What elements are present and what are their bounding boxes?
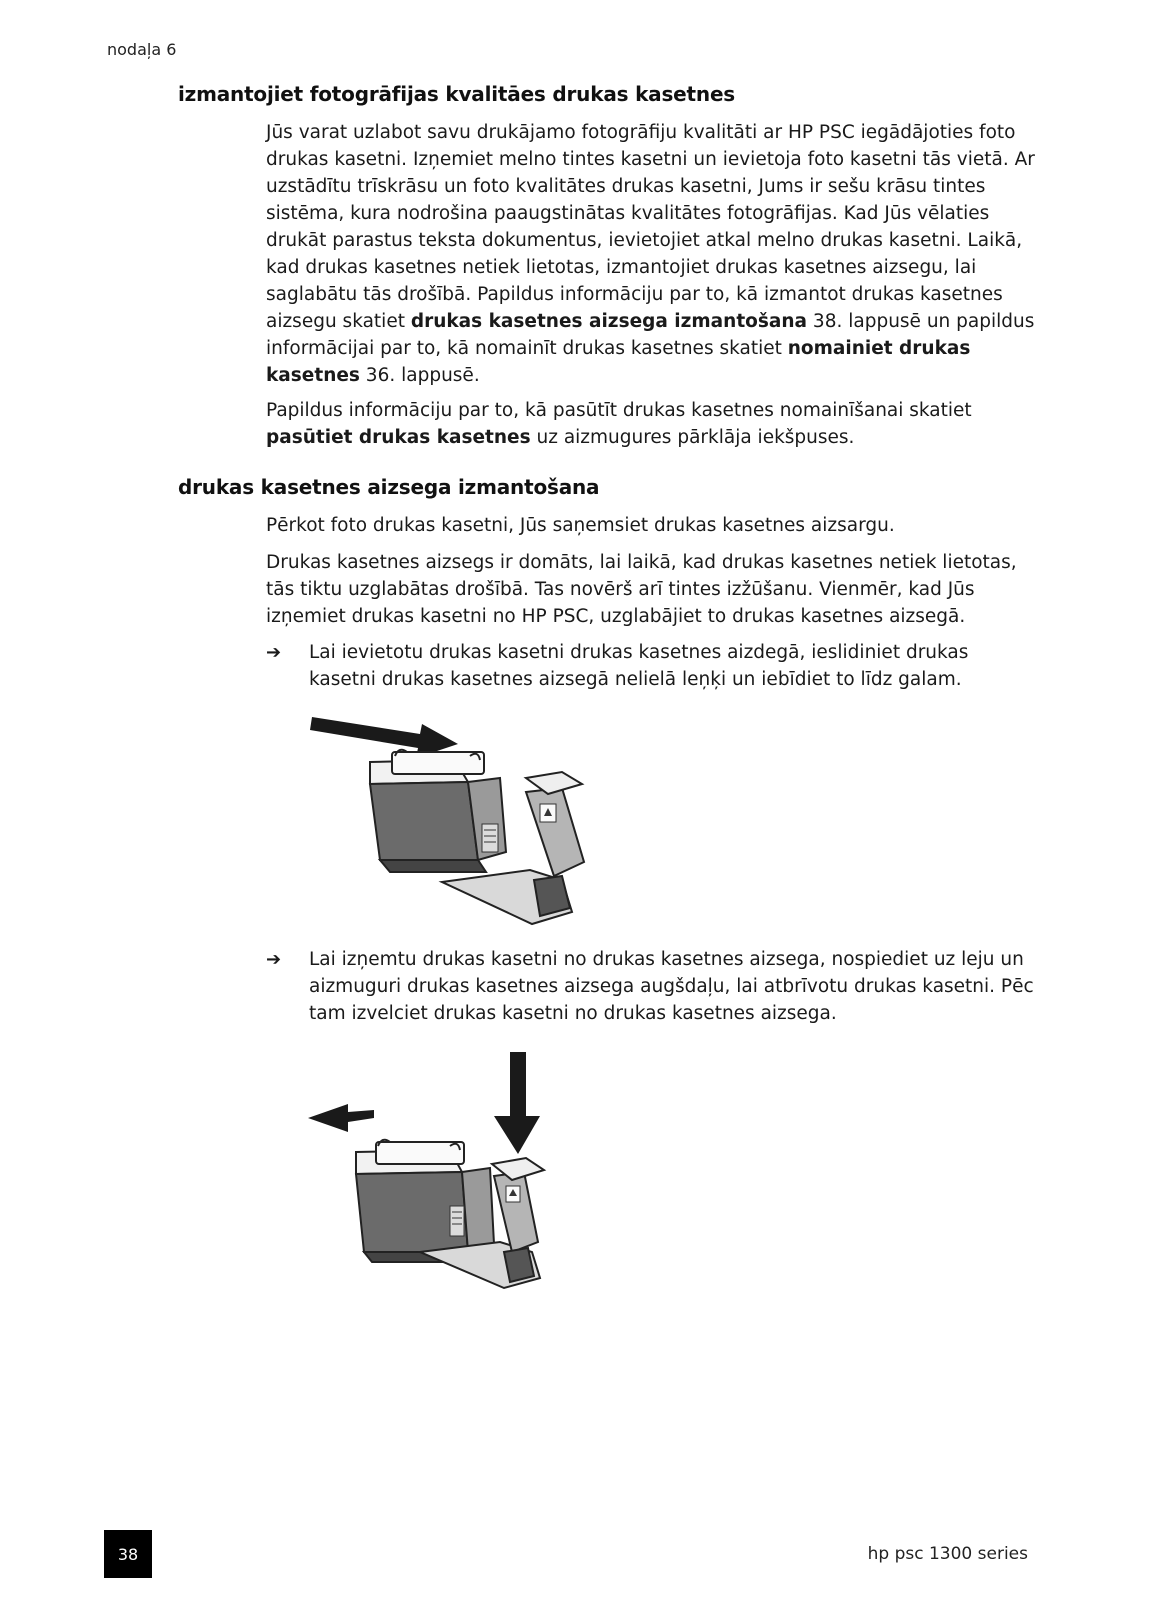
- link-text-cartridge-protector: drukas kasetnes aizsega izmantošana: [410, 311, 808, 332]
- product-series-footer: hp psc 1300 series: [867, 1544, 1028, 1564]
- photo-cartridge-paragraph: [266, 119, 1036, 389]
- ink-cartridge-icon: [356, 1140, 494, 1262]
- arrow-bullet-icon: ➔: [266, 642, 282, 663]
- protector-description-paragraph: Drukas kasetnes aizsegs ir domāts, lai laikā, kad drukas kasetnes netiek lietotas, tās tiktu uzglabātas drošībā. Tas novērš arī tintes izžūšanu. Vienmēr, kad Jūs izņemiet drukas kasetni no HP PSC, uzglabājiet to drukas kasetnes aizsegā.: [266, 552, 1017, 627]
- link-text-replace-cartridges: nomainiet drukas kasetnes: [266, 338, 971, 386]
- insert-cartridge-illustration: [300, 712, 600, 930]
- press-down-arrow-icon: [494, 1052, 540, 1154]
- page-number-badge: 38: [104, 1530, 152, 1578]
- section-title-photo-cartridge: izmantojiet fotogrāfijas kvalitāes drukas kasetnes: [178, 82, 736, 106]
- arrow-bullet-icon: ➔: [266, 949, 282, 970]
- instruction-remove-text: Lai izņemtu drukas kasetni no drukas kasetnes aizsega, nospiediet uz leju un aizmuguri drukas kasetnes aizsega augšdaļu, lai atbrīvotu drukas kasetni. Pēc tam izvelciet drukas kasetni no drukas kasetnes aizsega.: [309, 949, 1034, 1024]
- ink-cartridge-icon: [370, 750, 506, 872]
- remove-cartridge-illustration: [300, 1046, 560, 1292]
- instruction-remove: [266, 946, 1036, 1027]
- text-run: uz aizmugures pārklāja iekšpuses.: [530, 427, 855, 448]
- link-text-order-cartridges: pasūtiet drukas kasetnes: [266, 427, 531, 448]
- pull-out-arrow-icon: [308, 1104, 374, 1132]
- order-cartridges-paragraph: [266, 397, 1036, 451]
- text-run: 38. lappusē un papildus informācijai par to, kā nomainīt drukas kasetnes skatiet: [266, 311, 1035, 359]
- protector-intro-paragraph: Pērkot foto drukas kasetni, Jūs saņemsiet drukas kasetnes aizsargu.: [266, 515, 895, 536]
- instruction-insert-text: Lai ievietotu drukas kasetni drukas kasetnes aizdegā, ieslidiniet drukas kasetni drukas kasetnes aizsegā nelielā leņķi un iebīdiet to līdz galam.: [309, 642, 969, 690]
- section-title-cartridge-protector: drukas kasetnes aizsega izmantošana: [178, 475, 600, 499]
- text-run: Jūs varat uzlabot savu drukājamo fotogrāfiju kvalitāti ar HP PSC iegādājoties foto drukas kasetni. Izņemiet melno tintes kasetni un ievietoja foto kasetni tās vietā. Ar uzstādītu trīskrāsu un foto kvalitātes drukas kasetni, Jums ir sešu krāsu tintes sistēma, kura nodrošina paaugstinātas kvalitātes fotogrāfijas. Kad Jūs vēlaties drukāt parastus teksta dokumentus, ievietojiet atkal melno drukas kasetni. Laikā, kad drukas kasetnes netiek lietotas, izmantojiet drukas kasetnes aizsegu, lai saglabātu tās drošībā. Papildus informāciju par to, kā izmantot drukas kasetnes aizsegu skatiet: [266, 122, 1035, 332]
- text-run: Papildus informāciju par to, kā pasūtīt drukas kasetnes nomainīšanai skatiet: [266, 400, 972, 421]
- instruction-insert: [266, 639, 1036, 693]
- chapter-label: nodaļa 6: [107, 40, 177, 59]
- text-run: 36. lappusē.: [359, 365, 480, 386]
